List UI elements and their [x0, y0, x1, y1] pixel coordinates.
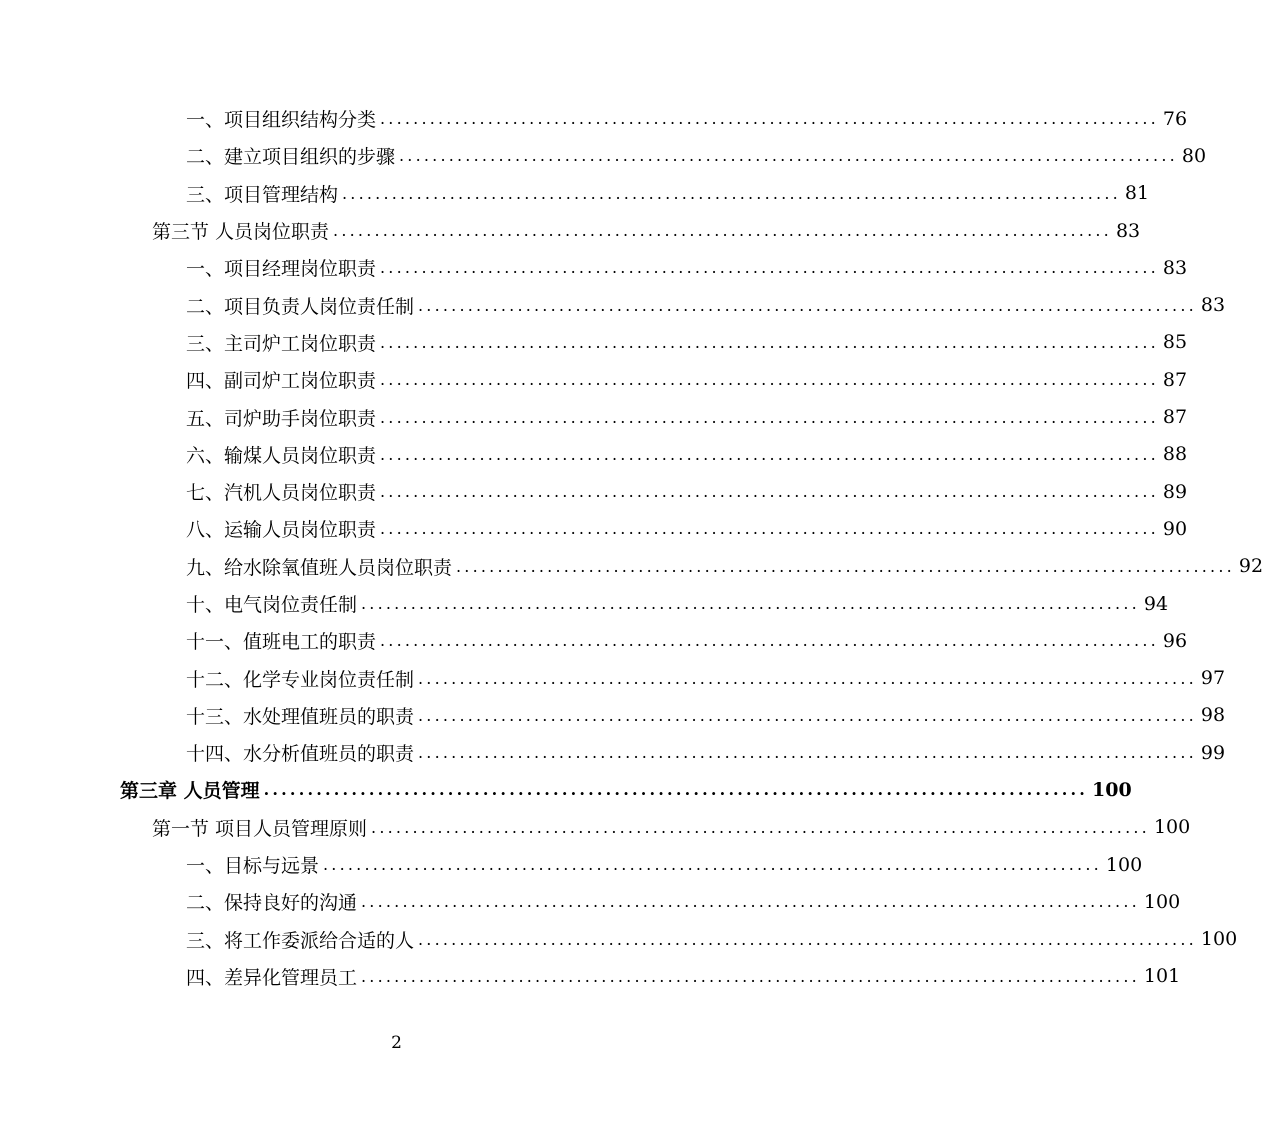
toc-entry[interactable] — [0, 361, 1188, 398]
toc-dot-leader: .............................................................................................. — [361, 594, 1140, 613]
toc-entry-page: 83 — [1115, 219, 1141, 242]
toc-dot-leader: .............................................................................................. — [418, 929, 1197, 949]
toc-entry[interactable] — [0, 585, 1169, 622]
toc-entry[interactable] — [0, 286, 1226, 323]
toc-entry[interactable] — [0, 249, 1188, 286]
toc-dot-leader: .............................................................................................. — [418, 743, 1197, 763]
toc-entry-page: 92 — [1238, 555, 1263, 578]
toc-dot-leader: .............................................................................................. — [323, 855, 1102, 875]
toc-entry-title: 十二、化学专业岗位责任制 — [186, 668, 415, 691]
toc-dot-leader: .............................................................................................. — [380, 482, 1159, 502]
toc-entry-title: 第三节 人员岗位职责 — [152, 221, 330, 244]
toc-section-entry[interactable] — [0, 212, 1141, 249]
toc-entry-page: 94 — [1143, 592, 1169, 615]
toc-entry[interactable] — [0, 883, 1181, 920]
toc-entry[interactable] — [0, 324, 1188, 361]
toc-entry[interactable] — [0, 175, 1150, 212]
toc-entry-title: 十三、水处理值班员的职责 — [186, 705, 415, 728]
toc-entry-page: 83 — [1200, 294, 1226, 317]
toc-entry[interactable] — [0, 436, 1188, 473]
page-number: 2 — [391, 1033, 402, 1053]
toc-entry-title: 三、项目管理结构 — [186, 183, 339, 206]
toc-entry-title: 第一节 项目人员管理原则 — [152, 817, 368, 840]
toc-entry[interactable] — [0, 398, 1188, 435]
toc-dot-leader: .............................................................................................. — [361, 892, 1140, 912]
toc-entry-title: 七、汽机人员岗位职责 — [186, 482, 377, 505]
toc-entry[interactable] — [0, 473, 1188, 510]
toc-entry-title: 四、副司炉工岗位职责 — [186, 370, 377, 393]
toc-entry-title: 三、主司炉工岗位职责 — [186, 332, 377, 355]
toc-dot-leader: .............................................................................................. — [380, 631, 1159, 651]
toc-dot-leader: .............................................................................................. — [263, 780, 1089, 800]
toc-entry-title: 十四、水分析值班员的职责 — [186, 743, 415, 766]
toc-entry-title: 二、保持良好的沟通 — [186, 892, 358, 915]
toc-dot-leader: .............................................................................................. — [380, 109, 1159, 129]
toc-dot-leader: .............................................................................................. — [418, 295, 1197, 315]
toc-dot-leader: .............................................................................................. — [380, 407, 1159, 427]
toc-entry-page: 87 — [1162, 368, 1188, 391]
toc-dot-leader: .............................................................................................. — [361, 966, 1140, 986]
toc-entry[interactable] — [0, 548, 1263, 585]
toc-entry-title: 三、将工作委派给合适的人 — [186, 929, 415, 952]
toc-entry-title: 十、电气岗位责任制 — [186, 594, 358, 616]
toc-entry-title: 九、给水除氧值班人员岗位职责 — [186, 556, 453, 579]
toc-entry-page: 100 — [1200, 928, 1238, 951]
toc-entry-page: 88 — [1162, 443, 1188, 466]
toc-entry[interactable] — [0, 659, 1226, 696]
toc-dot-leader: .............................................................................................. — [380, 332, 1159, 352]
toc-entry-page: 89 — [1162, 480, 1188, 503]
toc-dot-leader: .............................................................................................. — [380, 258, 1159, 278]
toc-chapter-entry[interactable] — [0, 771, 1132, 808]
toc-entry-page: 81 — [1124, 182, 1150, 205]
toc-entry[interactable] — [0, 100, 1188, 137]
toc-entry[interactable] — [0, 921, 1238, 958]
toc-dot-leader: .............................................................................................. — [342, 183, 1121, 203]
toc-entry-page: 83 — [1162, 256, 1188, 279]
toc-entry-title: 八、运输人员岗位职责 — [186, 519, 377, 542]
toc-entry-title: 一、项目经理岗位职责 — [186, 258, 377, 281]
toc-entry-page: 101 — [1143, 965, 1181, 988]
toc-entry[interactable] — [0, 734, 1226, 771]
toc-dot-leader: .............................................................................................. — [380, 370, 1159, 390]
toc-entry-page: 100 — [1105, 853, 1143, 876]
toc-entry-page: 97 — [1200, 667, 1226, 690]
toc-entry-title: 二、项目负责人岗位责任制 — [186, 295, 415, 318]
toc-entry-page: 96 — [1162, 629, 1188, 652]
toc-section-entry[interactable] — [0, 809, 1191, 846]
toc-entry-page: 85 — [1162, 331, 1188, 354]
table-of-contents — [0, 100, 1263, 995]
toc-dot-leader: .............................................................................................. — [380, 444, 1159, 464]
toc-dot-leader: .............................................................................................. — [333, 221, 1112, 241]
toc-entry-title: 六、输煤人员岗位职责 — [186, 444, 377, 467]
toc-entry-page: 76 — [1162, 107, 1188, 130]
toc-entry-page: 100 — [1153, 816, 1191, 839]
toc-entry-page: 80 — [1181, 144, 1207, 167]
toc-entry[interactable] — [0, 137, 1207, 174]
toc-entry-page: 100 — [1143, 890, 1181, 913]
toc-entry[interactable] — [0, 958, 1181, 995]
toc-dot-leader: .............................................................................................. — [371, 817, 1150, 837]
toc-entry-title: 二、建立项目组织的步骤 — [186, 146, 396, 169]
toc-entry-title: 四、差异化管理员工 — [186, 966, 358, 989]
toc-entry-page: 87 — [1162, 406, 1188, 429]
toc-entry[interactable] — [0, 697, 1226, 734]
toc-dot-leader: .............................................................................................. — [456, 556, 1235, 576]
toc-entry-title: 五、司炉助手岗位职责 — [186, 407, 377, 430]
toc-entry-title: 十一、值班电工的职责 — [186, 631, 377, 654]
toc-entry-page: 98 — [1200, 704, 1226, 727]
toc-entry[interactable] — [0, 846, 1143, 883]
toc-dot-leader: .............................................................................................. — [380, 519, 1159, 539]
toc-dot-leader: .............................................................................................. — [399, 146, 1178, 166]
toc-entry-title: 一、项目组织结构分类 — [186, 109, 377, 132]
toc-entry-title: 一、目标与远景 — [186, 855, 320, 878]
toc-dot-leader: .............................................................................................. — [418, 705, 1197, 725]
toc-entry-page: 99 — [1200, 741, 1226, 764]
toc-entry-title: 第三章 人员管理 — [120, 780, 260, 803]
toc-dot-leader: .............................................................................................. — [418, 668, 1197, 688]
toc-entry-page: 100 — [1092, 778, 1132, 801]
toc-entry[interactable] — [0, 510, 1188, 547]
toc-entry-page: 90 — [1162, 517, 1188, 540]
toc-entry[interactable] — [0, 622, 1188, 659]
